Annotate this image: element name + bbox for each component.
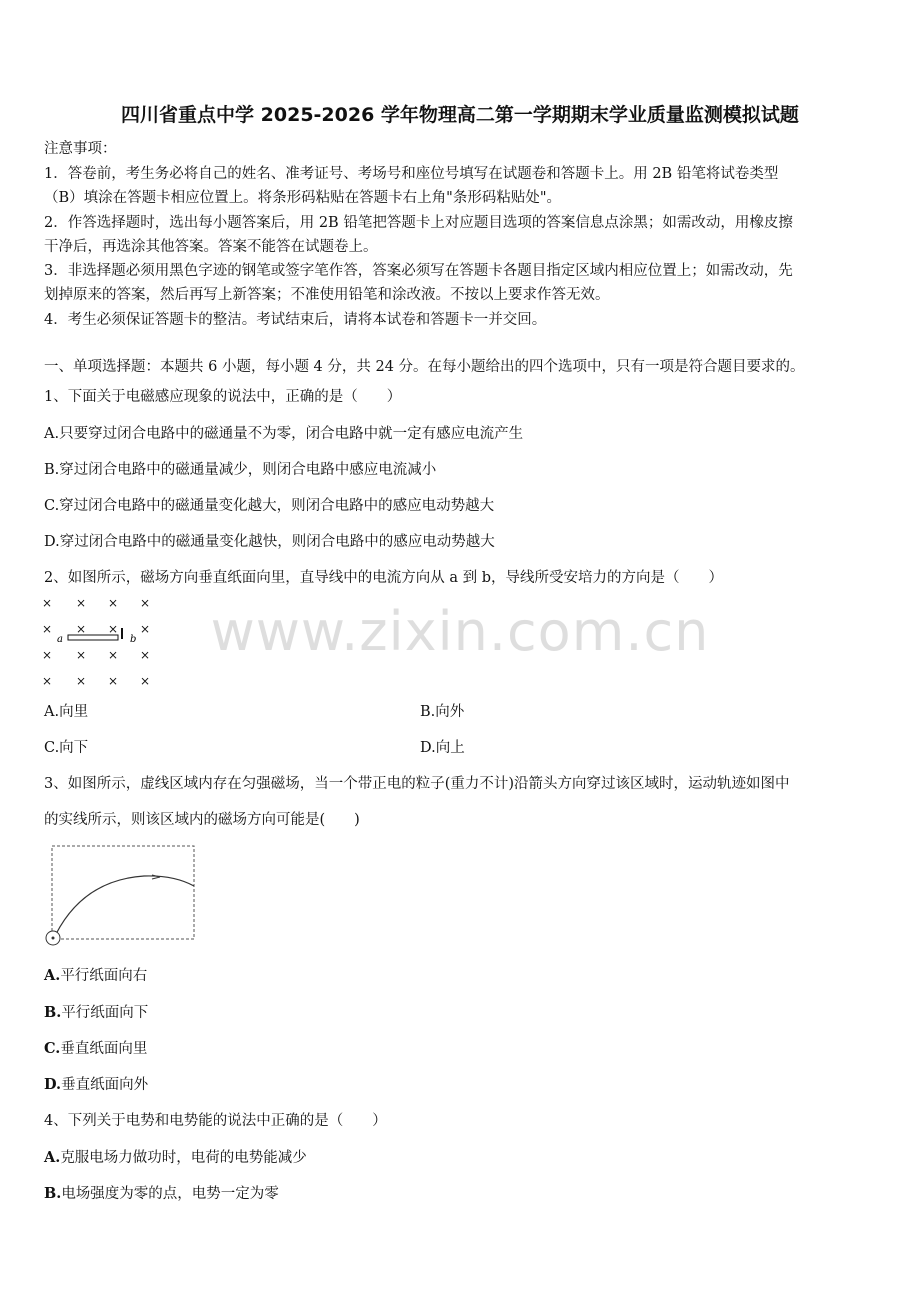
particle-center [52,937,55,940]
q4-option-a [44,1146,307,1167]
cross-mark: × [76,622,87,636]
question-2-stem: 2、如图所示，磁场方向垂直纸面向里，直导线中的电流方向从 a 到 b，导线所受安培力的方向是（ ） [44,570,723,586]
q3-option-a [44,964,147,985]
q1-option-b: B.穿过闭合电路中的磁通量减少，则闭合电路中感应电流减小 [44,462,437,478]
q1-option-c: C.穿过闭合电路中的磁通量变化越大，则闭合电路中的感应电动势越大 [44,498,495,514]
cross-mark: × [42,674,53,688]
trajectory-curve [56,876,194,934]
q2-option-a: A.向里 [44,704,89,720]
option-text: 电场强度为零的点，电势一定为零 [61,1186,279,1202]
cross-mark: × [140,674,151,688]
cross-mark: × [42,648,53,662]
cross-mark: × [140,596,151,610]
q4-option-b [44,1182,279,1203]
notice-line: 2．作答选择题时，选出每小题答案后，用 2B 铅笔把答题卡上对应题目选项的答案信息点涂黑；如需改动，用橡皮擦 [44,215,793,231]
section-heading: 一、单项选择题：本题共 6 小题，每小题 4 分，共 24 分。在每小题给出的四个选项中，只有一项是符合题目要求的。 [44,359,805,375]
q3-option-c [44,1037,147,1058]
question-3-stem: 3、如图所示，虚线区域内存在匀强磁场，当一个带正电的粒子(重力不计)沿箭头方向穿过该区域时，运动轨迹如图中 [44,776,790,792]
question-3-stem-cont: 的实线所示，则该区域内的磁场方向可能是( ) [44,812,360,828]
q2-option-c: C.向下 [44,740,89,756]
option-letter: B. [44,1004,62,1021]
page-title: 四川省重点中学 2025-2026 学年物理高二第一学期期末学业质量监测模拟试题 [121,104,799,126]
notice-line: （B）填涂在答题卡相应位置上。将条形码粘贴在答题卡右上角"条形码粘贴处"。 [44,190,561,206]
cross-mark: × [140,622,151,636]
q3-option-d [44,1073,148,1094]
question-4-stem: 4、下列关于电势和电势能的说法中正确的是（ ） [44,1113,387,1129]
option-text: 垂直纸面向里 [60,1041,148,1057]
option-text: 克服电场力做功时，电荷的电势能减少 [60,1150,307,1166]
cross-mark: × [108,596,119,610]
arrow-icon [152,875,160,879]
cross-mark: × [76,596,87,610]
cross-mark: × [42,622,53,636]
notice-line: 1．答卷前，考生务必将自己的姓名、准考证号、考场号和座位号填写在试题卷和答题卡上。用 2B 铅笔将试卷类型 [44,166,779,182]
cross-mark: × [76,648,87,662]
q2-option-d: D.向上 [420,740,465,756]
label-b: b [130,634,137,645]
notice-heading: 注意事项： [44,141,117,157]
option-letter: B. [44,1185,62,1202]
option-letter: C. [44,1040,61,1057]
notice-line: 3．非选择题必须用黑色字迹的钢笔或签字笔作答，答案必须写在答题卡各题目指定区域内相应位置上；如需改动，先 [44,263,793,279]
q2-option-b: B.向外 [420,704,465,720]
field-region [52,846,194,939]
q3-option-b [44,1001,148,1022]
cross-mark: × [140,648,151,662]
cross-mark: × [108,648,119,662]
q1-option-d: D.穿过闭合电路中的磁通量变化越快，则闭合电路中的感应电动势越大 [44,534,495,550]
label-a: a [57,634,63,645]
notice-line: 4．考生必须保证答题卡的整洁。考试结束后，请将本试卷和答题卡一并交回。 [44,312,547,328]
option-text: 垂直纸面向外 [61,1077,149,1093]
watermark: www.zixin.com.cn [210,600,710,663]
cross-mark: × [108,622,119,636]
option-letter: D. [44,1076,62,1093]
cross-mark: × [108,674,119,688]
option-text: 平行纸面向右 [60,968,148,984]
option-text: 平行纸面向下 [61,1005,149,1021]
q3-trajectory-figure [44,842,198,948]
notice-line: 划掉原来的答案，然后再写上新答案；不准使用铅笔和涂改液。不按以上要求作答无效。 [44,287,610,303]
option-letter: A. [44,967,61,984]
notice-line: 干净后，再选涂其他答案。答案不能答在试题卷上。 [44,239,378,255]
option-letter: A. [44,1149,61,1166]
cross-mark: × [76,674,87,688]
question-1-stem: 1、下面关于电磁感应现象的说法中，正确的是（ ） [44,389,402,405]
cross-mark: × [42,596,53,610]
q1-option-a: A.只要穿过闭合电路中的磁通量不为零，闭合电路中就一定有感应电流产生 [44,426,524,442]
